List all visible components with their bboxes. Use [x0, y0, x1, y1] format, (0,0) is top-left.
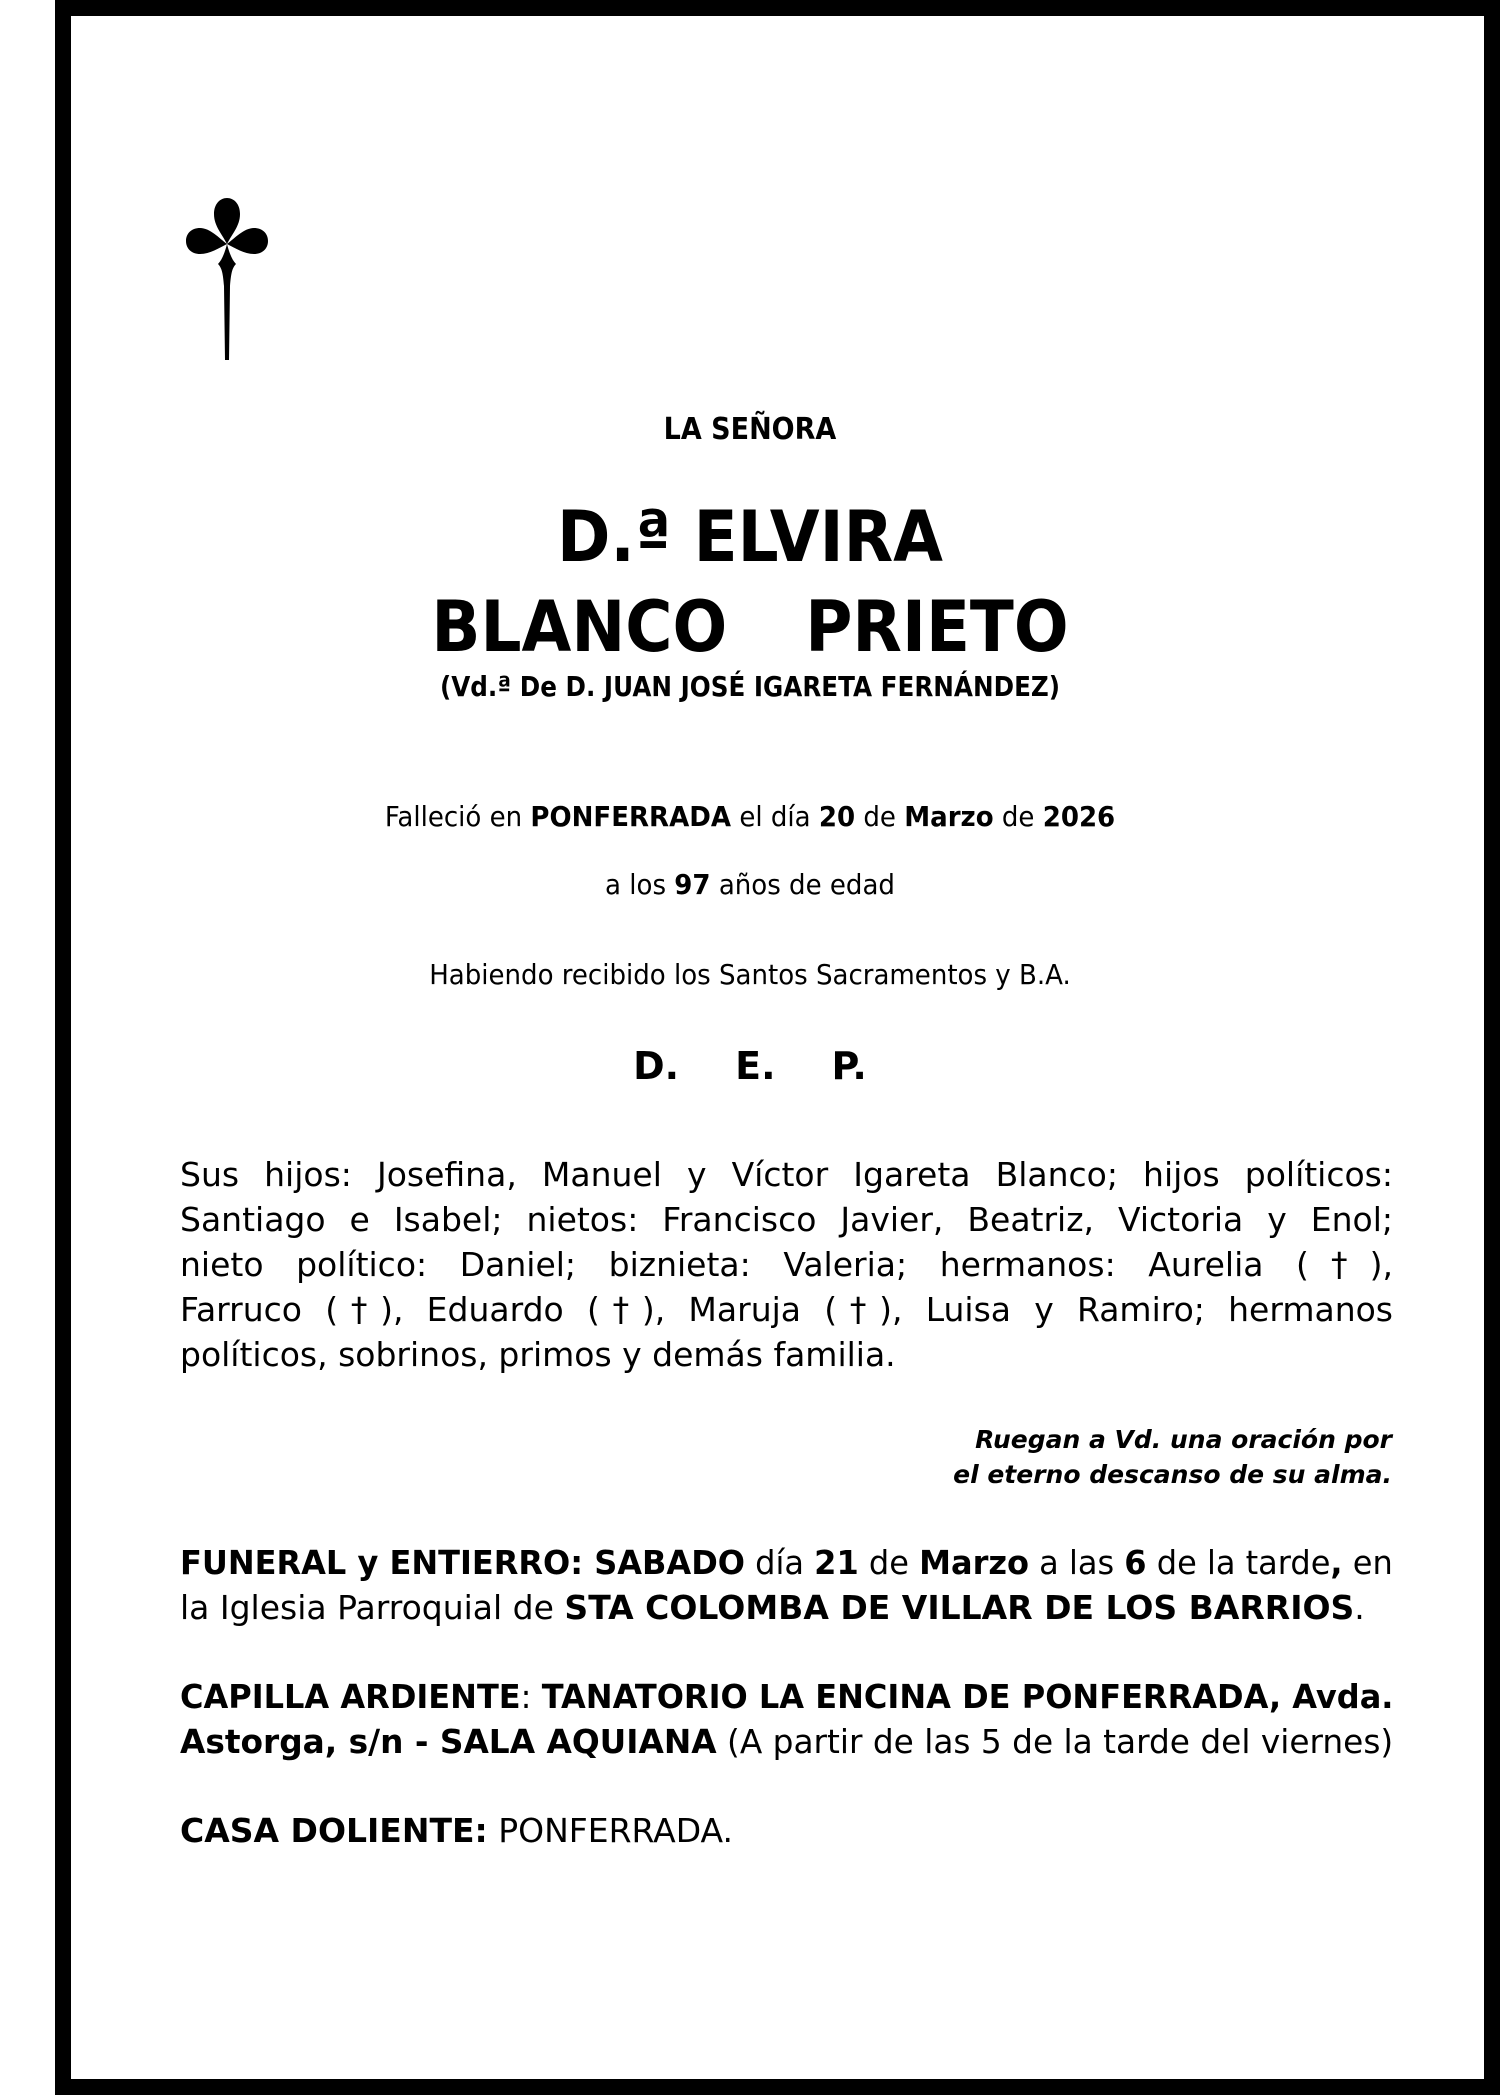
- funeral-label: FUNERAL y ENTIERRO: SABADO: [180, 1543, 745, 1582]
- family-line: Sus hijos: Josefina, Manuel y Víctor Igareta Blanco; hijos políticos:: [180, 1155, 1393, 1194]
- casa-doliente-info: CASA DOLIENTE: PONFERRADA.: [180, 1811, 734, 1850]
- sacraments-line: Habiendo recibido los Santos Sacramentos y B.A.: [429, 958, 1071, 991]
- cross-of-santiago-icon: [186, 196, 268, 364]
- sala-name: Astorga, s/n - SALA AQUIANA: [180, 1722, 717, 1761]
- church-name: STA COLOMBA DE VILLAR DE LOS BARRIOS: [564, 1588, 1355, 1627]
- family-line: políticos, sobrinos, primos y demás familia.: [180, 1335, 896, 1374]
- tanatorio-name: TANATORIO LA ENCINA DE PONFERRADA, Avda.: [541, 1677, 1394, 1716]
- age-line: a los 97 años de edad: [605, 868, 895, 901]
- deceased-name-first: D.ª ELVIRA: [556, 496, 944, 578]
- family-line: Santiago e Isabel; nietos: Francisco Javier, Beatriz, Victoria y Enol;: [180, 1200, 1393, 1239]
- capilla-label: CAPILLA ARDIENTE: [180, 1677, 521, 1716]
- death-month: Marzo: [904, 800, 994, 833]
- family-line: nieto político: Daniel; biznieta: Valeria; hermanos: Aurelia (†),: [180, 1245, 1393, 1284]
- prayer-request: Ruegan a Vd. una oración por el eterno descanso de su alma.: [953, 1425, 1392, 1489]
- death-place-date: Falleció en PONFERRADA el día 20 de Marzo de 2026: [384, 800, 1116, 833]
- death-year: 2026: [1042, 800, 1116, 833]
- widow-note: (Vd.ª De D. JUAN JOSÉ IGARETA FERNÁNDEZ): [439, 670, 1061, 703]
- dep-initials: D. E. P.: [633, 1044, 867, 1088]
- deceased-name-surnames: BLANCO PRIETO: [431, 586, 1069, 668]
- family-line: Farruco (†), Eduardo (†), Maruja (†), Luisa y Ramiro; hermanos: [180, 1290, 1393, 1329]
- funeral-info: FUNERAL y ENTIERRO: SABADO día 21 de Marzo a las 6 de la tarde, en la Iglesia Parroquial de STA COLOMBA DE VILLAR DE LOS BARRIOS.: [180, 1543, 1393, 1627]
- title-la-senora: LA SEÑORA: [663, 412, 837, 447]
- death-day: 20: [818, 800, 856, 833]
- casa-label: CASA DOLIENTE:: [180, 1811, 488, 1850]
- capilla-ardiente-info: CAPILLA ARDIENTE: TANATORIO LA ENCINA DE PONFERRADA, Avda. Astorga, s/n - SALA AQUIANA (A partir de las 5 de la tarde del viernes): [180, 1677, 1394, 1761]
- family-list: [180, 1152, 1393, 1377]
- death-place: PONFERRADA: [530, 800, 732, 833]
- age-value: 97: [674, 868, 711, 901]
